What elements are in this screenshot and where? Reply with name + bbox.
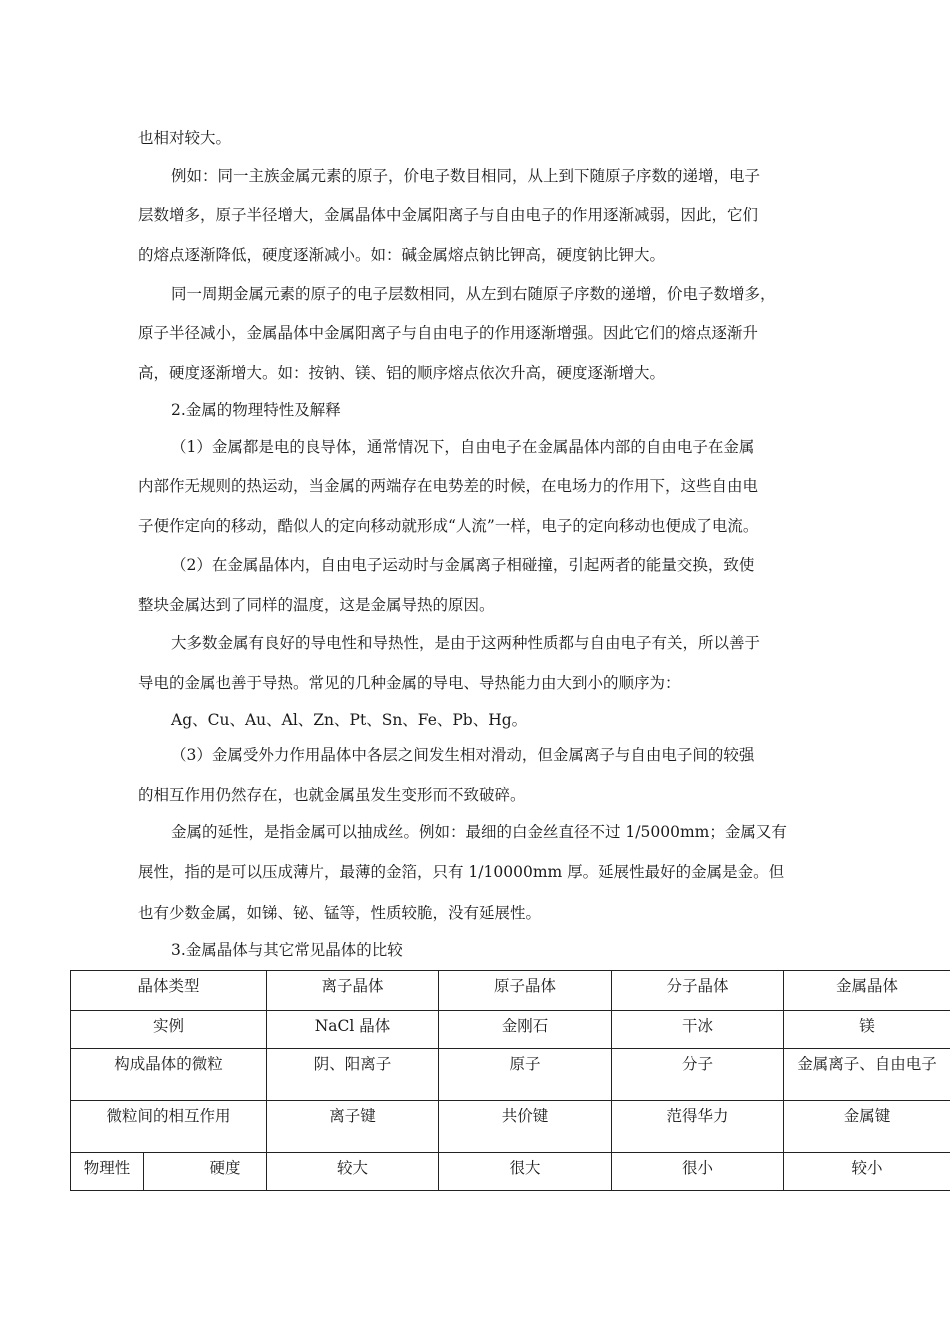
- paragraph-line: Ag、Cu、Au、Al、Zn、Pt、Sn、Fe、Pb、Hg。: [171, 711, 528, 729]
- table-cell: 金属键: [784, 1101, 950, 1153]
- paragraph-line: （3）金属受外力作用晶体中各层之间发生相对滑动，但金属离子与自由电子间的较强: [171, 746, 755, 764]
- table-cell: 干冰: [612, 1011, 784, 1049]
- table-row: [71, 1101, 950, 1153]
- paragraph-line: 例如：同一主族金属元素的原子，价电子数目相同，从上到下随原子序数的递增，电子: [171, 167, 761, 185]
- row-label: 微粒间的相互作用: [71, 1101, 267, 1153]
- paragraph-line: 整块金属达到了同样的温度，这是金属导热的原因。: [138, 596, 495, 614]
- crystal-comparison-table: [70, 970, 950, 1191]
- table-cell: 金属离子、自由电子: [784, 1049, 950, 1101]
- section-heading: 3.金属晶体与其它常见晶体的比较: [171, 941, 403, 959]
- paragraph-line: 导电的金属也善于导热。常见的几种金属的导电、导热能力由大到小的顺序为：: [138, 674, 681, 692]
- paragraph-line: 原子半径减小，金属晶体中金属阳离子与自由电子的作用逐渐增强。因此它们的熔点逐渐升: [138, 324, 759, 342]
- row-label: 实例: [71, 1011, 267, 1049]
- table-header-cell: 原子晶体: [439, 971, 612, 1011]
- row-group-label: 物理性: [71, 1153, 144, 1191]
- paragraph-line: 层数增多，原子半径增大，金属晶体中金属阳离子与自由电子的作用逐渐减弱，因此，它们: [138, 206, 759, 224]
- table-header-cell: 晶体类型: [71, 971, 267, 1011]
- paragraph-line: 也相对较大。: [138, 129, 232, 147]
- table-header-cell: 分子晶体: [612, 971, 784, 1011]
- table-cell: 镁: [784, 1011, 950, 1049]
- paragraph-line: 金属的延性，是指金属可以抽成丝。例如：最细的白金丝直径不过 1/5000mm；金属又有: [171, 823, 787, 841]
- paragraph-line: 的相互作用仍然存在，也就金属虽发生变形而不致破碎。: [138, 786, 526, 804]
- table-row: [71, 1049, 950, 1101]
- paragraph-line: （1）金属都是电的良导体，通常情况下，自由电子在金属晶体内部的自由电子在金属: [171, 438, 755, 456]
- paragraph-line: 子便作定向的移动，酷似人的定向移动就形成“人流”一样，电子的定向移动也便成了电流。: [138, 517, 759, 535]
- section-heading: 2.金属的物理特性及解释: [171, 401, 341, 419]
- table-cell: NaCl 晶体: [267, 1011, 439, 1049]
- table-cell: 很大: [439, 1153, 612, 1191]
- table-row: [71, 1153, 950, 1191]
- paragraph-line: 的熔点逐渐降低，硬度逐渐减小。如：碱金属熔点钠比钾高，硬度钠比钾大。: [138, 246, 666, 264]
- paragraph-line: 同一周期金属元素的原子的电子层数相同，从左到右随原子序数的递增，价电子数增多，: [171, 285, 776, 303]
- table-cell: 范得华力: [612, 1101, 784, 1153]
- row-label: 构成晶体的微粒: [71, 1049, 267, 1101]
- table-cell: 阴、阳离子: [267, 1049, 439, 1101]
- paragraph-line: 展性，指的是可以压成薄片，最薄的金箔，只有 1/10000mm 厚。延展性最好的金属是金。但: [138, 863, 785, 881]
- table-cell: 较小: [784, 1153, 950, 1191]
- table-cell: 分子: [612, 1049, 784, 1101]
- paragraph-line: 大多数金属有良好的导电性和导热性，是由于这两种性质都与自由电子有关，所以善于: [171, 634, 761, 652]
- table-cell: 离子键: [267, 1101, 439, 1153]
- table-cell: 共价键: [439, 1101, 612, 1153]
- table-header-cell: 离子晶体: [267, 971, 439, 1011]
- table-cell: 金刚石: [439, 1011, 612, 1049]
- table-row: [71, 1011, 950, 1049]
- table-cell: 很小: [612, 1153, 784, 1191]
- table-cell: 较大: [267, 1153, 439, 1191]
- paragraph-line: （2）在金属晶体内，自由电子运动时与金属离子相碰撞，引起两者的能量交换，致使: [171, 556, 755, 574]
- paragraph-line: 高，硬度逐渐增大。如：按钠、镁、铝的顺序熔点依次升高，硬度逐渐增大。: [138, 364, 666, 382]
- paragraph-line: 内部作无规则的热运动，当金属的两端存在电势差的时候，在电场力的作用下，这些自由电: [138, 477, 759, 495]
- table-header-row: [71, 971, 950, 1011]
- row-sub-label: 硬度: [144, 1153, 267, 1191]
- paragraph-line: 也有少数金属，如锑、铋、锰等，性质较脆，没有延展性。: [138, 904, 542, 922]
- table-cell: 原子: [439, 1049, 612, 1101]
- table-header-cell: 金属晶体: [784, 971, 950, 1011]
